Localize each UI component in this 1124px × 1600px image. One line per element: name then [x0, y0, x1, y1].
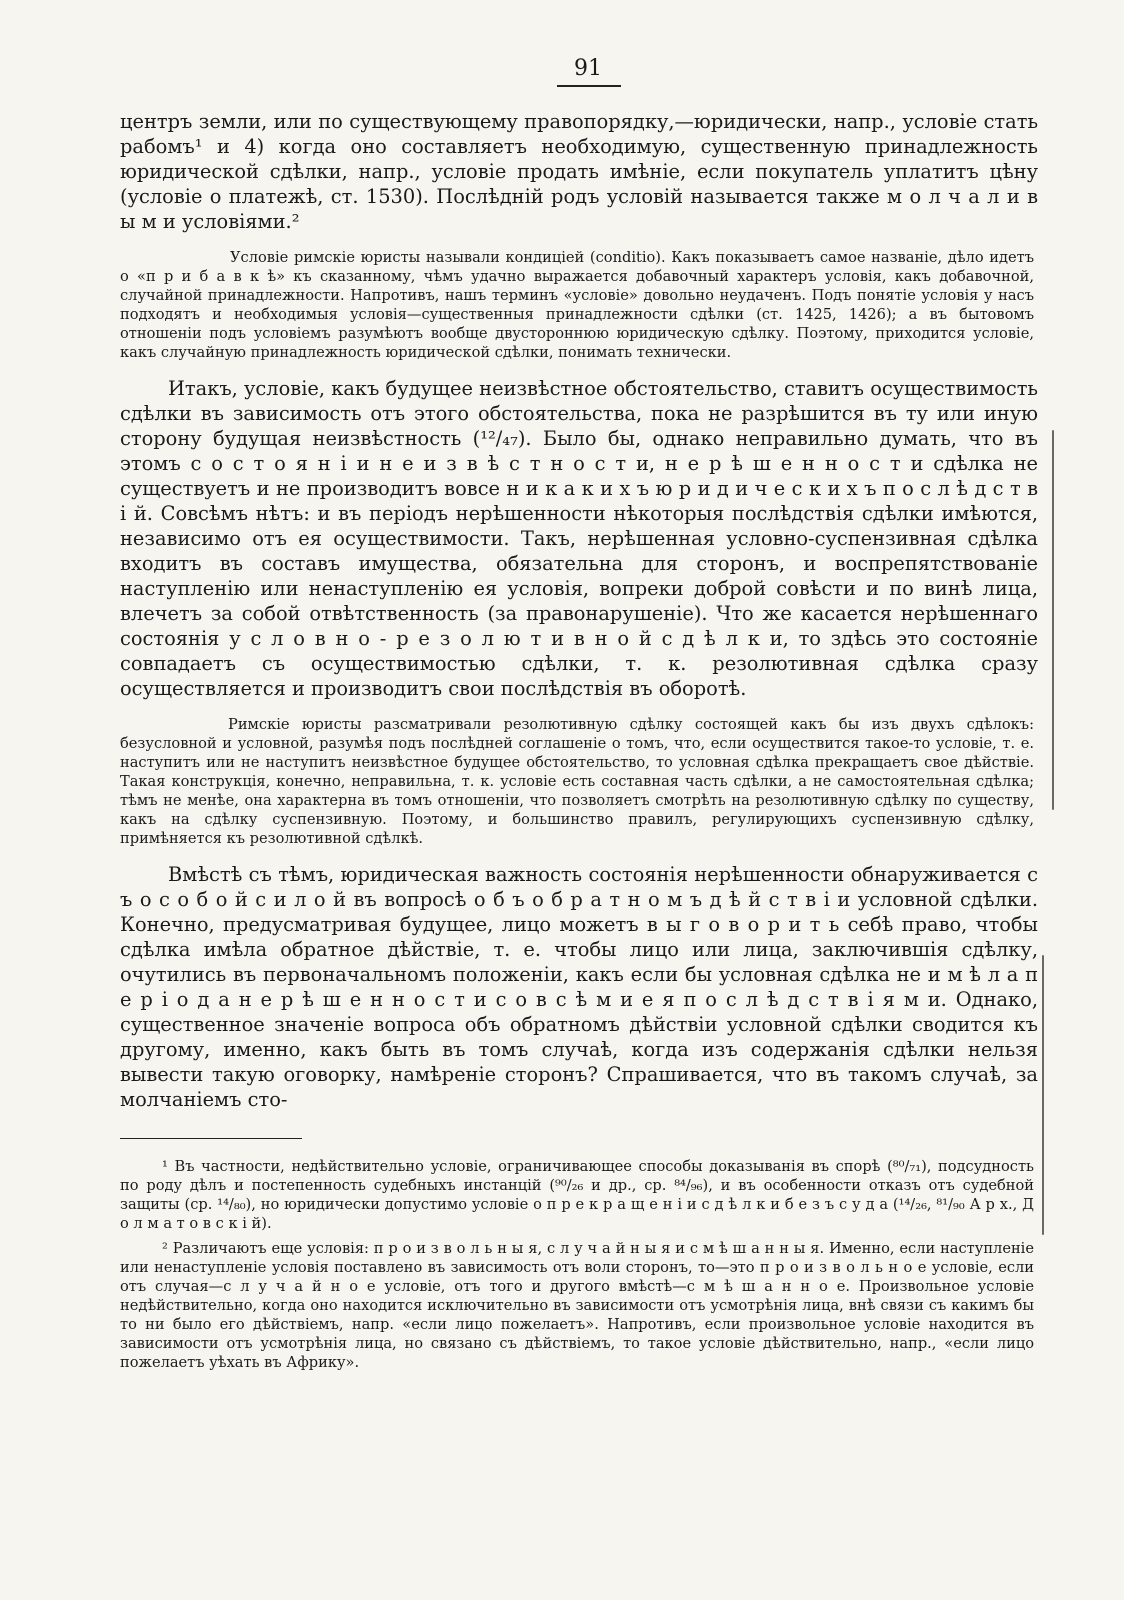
margin-pencil-mark-2	[1042, 955, 1044, 1235]
page-number-rule	[557, 85, 621, 87]
note-paragraph-2: Римскіе юристы разсматривали резолютивную сдѣлку состоящей какъ бы изъ двухъ сдѣлокъ: безусловной и условной, разумѣя подъ послѣдней соглашеніе о томъ, что, если осуществится такое-то условіе, т. е. наступитъ или не наступитъ неизвѣстное будущее обстоятельство, то условная сдѣлка прекращаетъ свое дѣйствіе. Такая конструкція, конечно, неправильна, т. к. условіе есть составная часть сдѣлки, а не самостоятельная сдѣлка; тѣмъ не менѣе, она характерна въ томъ отношеніи, что позволяетъ смотрѣть на резолютивную сдѣлку по существу, какъ на сдѣлку суспензивную. Поэтому, и большинство правилъ, регулирующихъ суспензивную сдѣлку, примѣняется къ резолютивной сдѣлкѣ.	[120, 715, 1034, 847]
note-paragraph-1: Условіе римскіе юристы называли кондиціей (conditio). Какъ показываетъ самое названіе, дѣло идетъ о «п р и б а в к ѣ» къ сказанному, чѣмъ удачно выражается добавочный характеръ условія, какъ добавочной, случайной принадлежности. Напротивъ, нашъ терминъ «условіе» довольно неудаченъ. Подъ понятіе условія у насъ подходятъ и необходимыя условія—существенныя принадлежности сдѣлки (ст. 1425, 1426); а въ бытовомъ отношеніи подъ условіемъ разумѣютъ вообще двустороннюю юридическую сдѣлку. Поэтому, приходится условіе, какъ случайную принадлежность юридической сдѣлки, понимать технически.	[120, 248, 1034, 361]
margin-pencil-mark-1	[1052, 430, 1054, 810]
footnote-1: ¹ Въ частности, недѣйствительно условіе, ограничивающее способы доказыванія въ спорѣ (⁸⁰/₇₁), подсудность по роду дѣлъ и постепенность судебныхъ инстанцій (⁹⁰/₂₆ и др., ср. ⁸⁴/₉₆), и въ особенности отказъ отъ судебной защиты (ср. ¹⁴/₈₀), но юридически допустимо условіе о п р е к р а щ е н і и с д ѣ л к и б е з ъ с у д а (¹⁴/₂₆, ⁸¹/₉₀ А р х., Д о л м а т о в с к і й).	[120, 1158, 1034, 1232]
paragraph-2: Итакъ, условіе, какъ будущее неизвѣстное обстоятельство, ставитъ осуществимость сдѣлки въ зависимость отъ этого обстоятельства, пока не разрѣшится въ ту или иную сторону будущая неизвѣстность (¹²/₄₇). Было бы, однако неправильно думать, что въ этомъ с о с т о я н і и н е и з в ѣ с т н о с т и, н е р ѣ ш е н н о с т и сдѣлка не существуетъ и не производитъ вовсе н и к а к и х ъ ю р и д и ч е с к и х ъ п о с л ѣ д с т в і й. Совсѣмъ нѣтъ: и въ періодъ нерѣшенности нѣкоторыя послѣдствія сдѣлки имѣются, независимо отъ ея осуществимости. Такъ, нерѣшенная условно-суспензивная сдѣлка входитъ въ составъ имущества, обязательна для сторонъ, и воспрепятствованіе наступленію или ненаступленію ея условія, вопреки доброй совѣсти и по винѣ лица, влечетъ за собой отвѣтственность (за правонарушеніе). Что же касается нерѣшеннаго состоянія у с л о в н о - р е з о л ю т и в н о й с д ѣ л к и, то здѣсь это состояніе совпадаетъ съ осуществимостью сдѣлки, т. к. резолютивная сдѣлка сразу осуществляется и производитъ свои послѣдствія въ оборотѣ.	[120, 376, 1038, 700]
page-number: 91	[574, 56, 602, 81]
paragraph-1: центръ земли, или по существующему правопорядку,—юридически, напр., условіе стать рабомъ¹ и 4) когда оно составляетъ необходимую, существенную принадлежность юридической сдѣлки, напр., условіе продать имѣніе, если покупатель уплатитъ цѣну (условіе о платежѣ, ст. 1530). Послѣдній родъ условій называется также м о л ч а л и в ы м и условіями.²	[120, 109, 1038, 233]
footnote-2: ² Различаютъ еще условія: п р о и з в о л ь н ы я, с л у ч а й н ы я и с м ѣ ш а н н ы я. Именно, если наступленіе или ненаступленіе условія поставлено въ зависимость отъ воли сторонъ, то—это п р о и з в о л ь н о е условіе, если отъ случая—с л у ч а й н о е условіе, отъ того и другого вмѣстѣ—с м ѣ ш а н н о е. Произвольное условіе недѣйствительно, когда оно находится исключительно въ зависимости отъ усмотрѣнія лица, внѣ связи съ какимъ бы то ни было его дѣйствіемъ, напр. «если лицо пожелаетъ». Напротивъ, если произвольное условіе находится въ зависимости отъ усмотрѣнія лица, но связано съ дѣйствіемъ, то такое условіе дѣйствительно, напр., «если лицо пожелаетъ уѣхать въ Африку».	[120, 1240, 1034, 1371]
paragraph-3: Вмѣстѣ съ тѣмъ, юридическая важность состоянія нерѣшенности обнаруживается с ъ о с о б о й с и л о й въ вопросѣ о б ъ о б р а т н о м ъ д ѣ й с т в і и условной сдѣлки. Конечно, предусматривая будущее, лицо можетъ в ы г о в о р и т ь себѣ право, чтобы сдѣлка имѣла обратное дѣйствіе, т. е. чтобы лицо или лица, заключившія сдѣлку, очутились въ первоначальномъ положеніи, какъ если бы условная сдѣлка не и м ѣ л а п е р і о д а н е р ѣ ш е н н о с т и с о в с ѣ м и е я п о с л ѣ д с т в і я м и. Однако, существенное значеніе вопроса объ обратномъ дѣйствіи условной сдѣлки сводится къ другому, именно, какъ быть въ томъ случаѣ, когда изъ содержанія сдѣлки нельзя вывести такую оговорку, намѣреніе сторонъ? Спрашивается, что въ такомъ случаѣ, за молчаніемъ сто-	[120, 862, 1038, 1111]
footnote-divider	[120, 1138, 302, 1140]
